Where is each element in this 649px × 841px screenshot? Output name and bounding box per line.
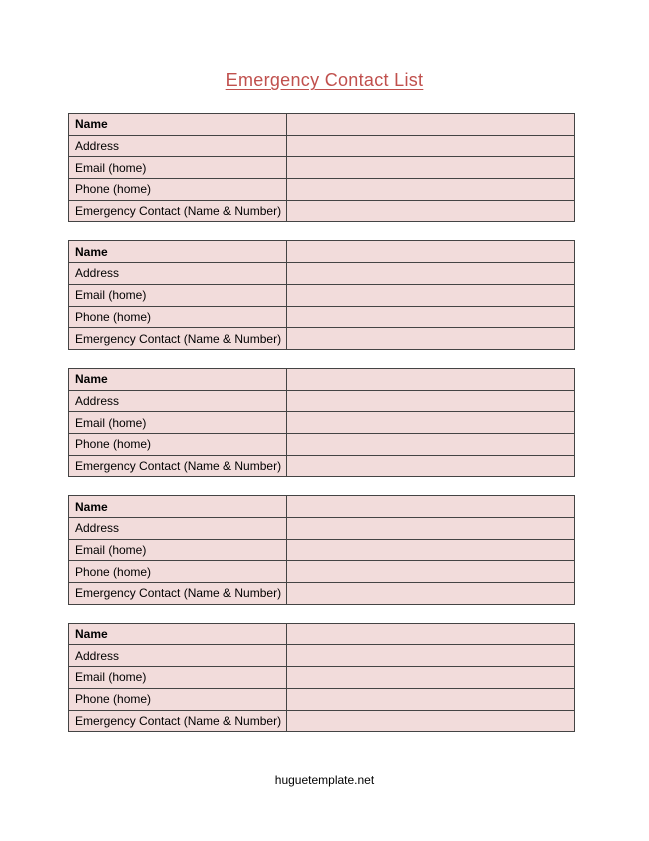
table-row xyxy=(69,179,575,201)
table-row xyxy=(69,306,575,328)
table-row xyxy=(69,135,575,157)
table-row xyxy=(69,157,575,179)
field-label-emergency-contact: Emergency Contact (Name & Number) xyxy=(69,583,287,605)
field-label-phone: Phone (home) xyxy=(69,306,287,328)
field-value-phone[interactable] xyxy=(287,561,575,583)
table-row xyxy=(69,114,575,136)
field-value-phone[interactable] xyxy=(287,433,575,455)
contact-table xyxy=(68,368,575,477)
field-value-email[interactable] xyxy=(287,157,575,179)
field-value-emergency-contact[interactable] xyxy=(287,328,575,350)
field-label-emergency-contact: Emergency Contact (Name & Number) xyxy=(69,710,287,732)
field-value-email[interactable] xyxy=(287,412,575,434)
contact-table xyxy=(68,113,575,222)
field-value-emergency-contact[interactable] xyxy=(287,455,575,477)
field-value-phone[interactable] xyxy=(287,688,575,710)
field-value-phone[interactable] xyxy=(287,306,575,328)
field-value-email[interactable] xyxy=(287,667,575,689)
field-label-email: Email (home) xyxy=(69,539,287,561)
field-label-name: Name xyxy=(69,623,287,645)
field-value-name[interactable] xyxy=(287,623,575,645)
field-label-address: Address xyxy=(69,135,287,157)
field-label-address: Address xyxy=(69,518,287,540)
field-value-address[interactable] xyxy=(287,263,575,285)
footer-website: huguetemplate.net xyxy=(274,773,375,787)
field-value-phone[interactable] xyxy=(287,179,575,201)
field-value-address[interactable] xyxy=(287,135,575,157)
table-row xyxy=(69,241,575,263)
field-label-email: Email (home) xyxy=(69,284,287,306)
field-value-name[interactable] xyxy=(287,368,575,390)
table-row xyxy=(69,561,575,583)
contact-table xyxy=(68,495,575,604)
field-label-address: Address xyxy=(69,390,287,412)
field-value-address[interactable] xyxy=(287,390,575,412)
field-label-phone: Phone (home) xyxy=(69,561,287,583)
table-row xyxy=(69,645,575,667)
field-value-name[interactable] xyxy=(287,241,575,263)
field-label-address: Address xyxy=(69,263,287,285)
table-row xyxy=(69,263,575,285)
field-label-phone: Phone (home) xyxy=(69,179,287,201)
field-label-name: Name xyxy=(69,368,287,390)
table-row xyxy=(69,368,575,390)
table-row xyxy=(69,688,575,710)
contact-table xyxy=(68,240,575,349)
field-label-email: Email (home) xyxy=(69,412,287,434)
table-row xyxy=(69,623,575,645)
field-value-email[interactable] xyxy=(287,539,575,561)
table-row xyxy=(69,284,575,306)
table-row xyxy=(69,496,575,518)
field-value-emergency-contact[interactable] xyxy=(287,710,575,732)
field-value-emergency-contact[interactable] xyxy=(287,583,575,605)
table-row xyxy=(69,412,575,434)
field-value-email[interactable] xyxy=(287,284,575,306)
document-title: Emergency Contact List xyxy=(225,70,424,90)
table-row xyxy=(69,390,575,412)
field-label-emergency-contact: Emergency Contact (Name & Number) xyxy=(69,328,287,350)
field-value-name[interactable] xyxy=(287,114,575,136)
field-label-name: Name xyxy=(69,496,287,518)
field-label-email: Email (home) xyxy=(69,157,287,179)
field-label-email: Email (home) xyxy=(69,667,287,689)
table-row xyxy=(69,583,575,605)
table-row xyxy=(69,518,575,540)
table-row xyxy=(69,433,575,455)
table-row xyxy=(69,455,575,477)
table-row xyxy=(69,710,575,732)
field-value-name[interactable] xyxy=(287,496,575,518)
table-row xyxy=(69,539,575,561)
field-label-name: Name xyxy=(69,241,287,263)
table-row xyxy=(69,667,575,689)
field-value-emergency-contact[interactable] xyxy=(287,200,575,222)
field-label-phone: Phone (home) xyxy=(69,688,287,710)
field-label-name: Name xyxy=(69,114,287,136)
contact-table xyxy=(68,623,575,732)
contact-blocks xyxy=(68,113,575,750)
table-row xyxy=(69,328,575,350)
field-label-emergency-contact: Emergency Contact (Name & Number) xyxy=(69,200,287,222)
field-label-phone: Phone (home) xyxy=(69,433,287,455)
field-value-address[interactable] xyxy=(287,645,575,667)
table-row xyxy=(69,200,575,222)
field-label-emergency-contact: Emergency Contact (Name & Number) xyxy=(69,455,287,477)
field-value-address[interactable] xyxy=(287,518,575,540)
field-label-address: Address xyxy=(69,645,287,667)
